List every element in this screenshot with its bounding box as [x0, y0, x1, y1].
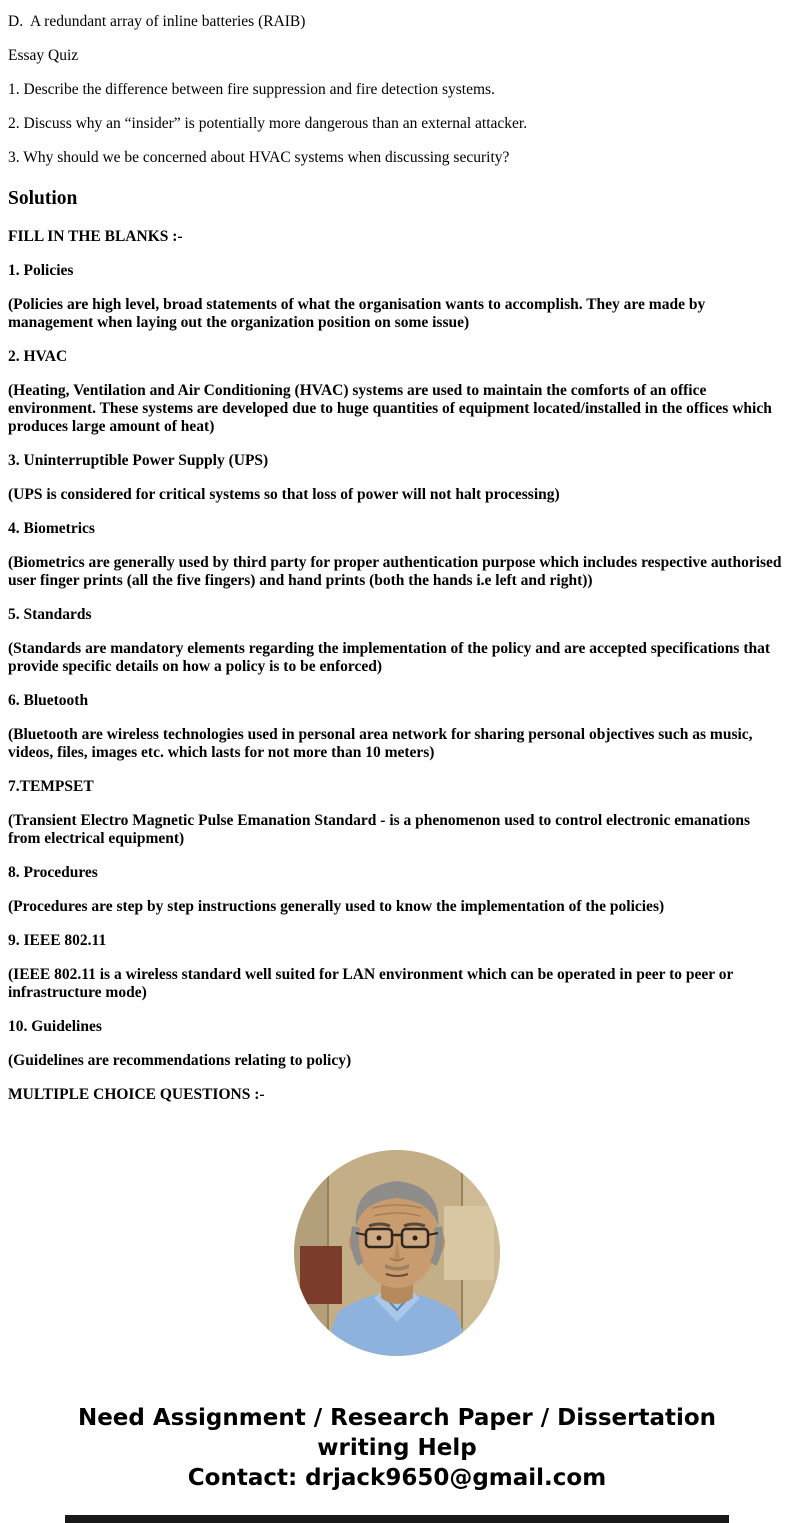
essay-question-2: 2. Discuss why an “insider” is potentially more dangerous than an external attacker. [8, 115, 528, 132]
fib-term: 8. Procedures [8, 864, 98, 881]
fib-definition: (Heating, Ventilation and Air Conditioning (HVAC) systems are used to maintain the comforts of an office environment. These systems are developed due to huge quantities of equipment located/installed in the offices which produces large amount of heat) [8, 382, 772, 435]
tutor-portrait-illustration [294, 1150, 500, 1356]
fill-blank-item [8, 606, 786, 676]
fib-term: 7.TEMPSET [8, 778, 94, 795]
mcq-heading: MULTIPLE CHOICE QUESTIONS :- [8, 1086, 265, 1103]
fib-term: 10. Guidelines [8, 1018, 102, 1035]
tutor-photo [294, 1150, 500, 1356]
fill-blank-item [8, 262, 786, 332]
fill-blank-item [8, 520, 786, 590]
footer-contact-email: Contact: drjack9650@gmail.com [187, 1465, 607, 1491]
fib-term: 9. IEEE 802.11 [8, 932, 107, 949]
fib-term: 5. Standards [8, 606, 92, 623]
essay-question-3: 3. Why should we be concerned about HVAC systems when discussing security? [8, 149, 510, 166]
fill-blank-item [8, 452, 786, 504]
fib-definition: (Standards are mandatory elements regarding the implementation of the policy and are accepted specifications that provide specific details on how a policy is to be enforced) [8, 640, 771, 675]
fib-term: 1. Policies [8, 262, 74, 279]
fill-blank-item [8, 348, 786, 436]
bottom-bar [65, 1515, 729, 1523]
fib-definition: (Policies are high level, broad statements of what the organisation wants to accomplish. They are made by management when laying out the organization position on some issue) [8, 296, 706, 331]
fib-term: 2. HVAC [8, 348, 68, 365]
fib-definition: (Biometrics are generally used by third party for proper authentication purpose which includes respective authorised user finger prints (all the five fingers) and hand prints (both the hands i.e left and right)) [8, 554, 782, 589]
fill-blank-item [8, 932, 786, 1002]
fill-blank-item [8, 1018, 786, 1070]
footer-line-2: writing Help [317, 1435, 477, 1461]
fib-definition: (Guidelines are recommendations relating to policy) [8, 1052, 352, 1069]
footer-line-1: Need Assignment / Research Paper / Dissertation [77, 1405, 717, 1431]
footer-promo [0, 1403, 794, 1493]
solution-heading: Solution [8, 188, 78, 209]
fib-definition: (IEEE 802.11 is a wireless standard well suited for LAN environment which can be operated in peer to peer or infrastructure mode) [8, 966, 734, 1001]
fill-blank-item [8, 864, 786, 916]
answer-option-d: D. A redundant array of inline batteries (RAIB) [8, 13, 306, 30]
fib-definition: (UPS is considered for critical systems so that loss of power will not halt processing) [8, 486, 560, 503]
fib-definition: (Transient Electro Magnetic Pulse Emanation Standard - is a phenomenon used to control electronic emanations from electrical equipment) [8, 812, 750, 847]
fill-blank-item [8, 692, 786, 762]
fill-blanks-heading: FILL IN THE BLANKS :- [8, 228, 183, 245]
fill-blank-item [8, 778, 786, 848]
fib-term: 3. Uninterruptible Power Supply (UPS) [8, 452, 269, 469]
fib-term: 4. Biometrics [8, 520, 95, 537]
fib-term: 6. Bluetooth [8, 692, 89, 709]
fib-definition: (Procedures are step by step instructions generally used to know the implementation of the policies) [8, 898, 665, 915]
essay-quiz-title: Essay Quiz [8, 47, 79, 64]
fib-definition: (Bluetooth are wireless technologies used in personal area network for sharing personal objectives such as music, videos, files, images etc. which lasts for not more than 10 meters) [8, 726, 753, 761]
tutor-photo-container [0, 1150, 794, 1356]
essay-question-1: 1. Describe the difference between fire suppression and fire detection systems. [8, 81, 495, 98]
